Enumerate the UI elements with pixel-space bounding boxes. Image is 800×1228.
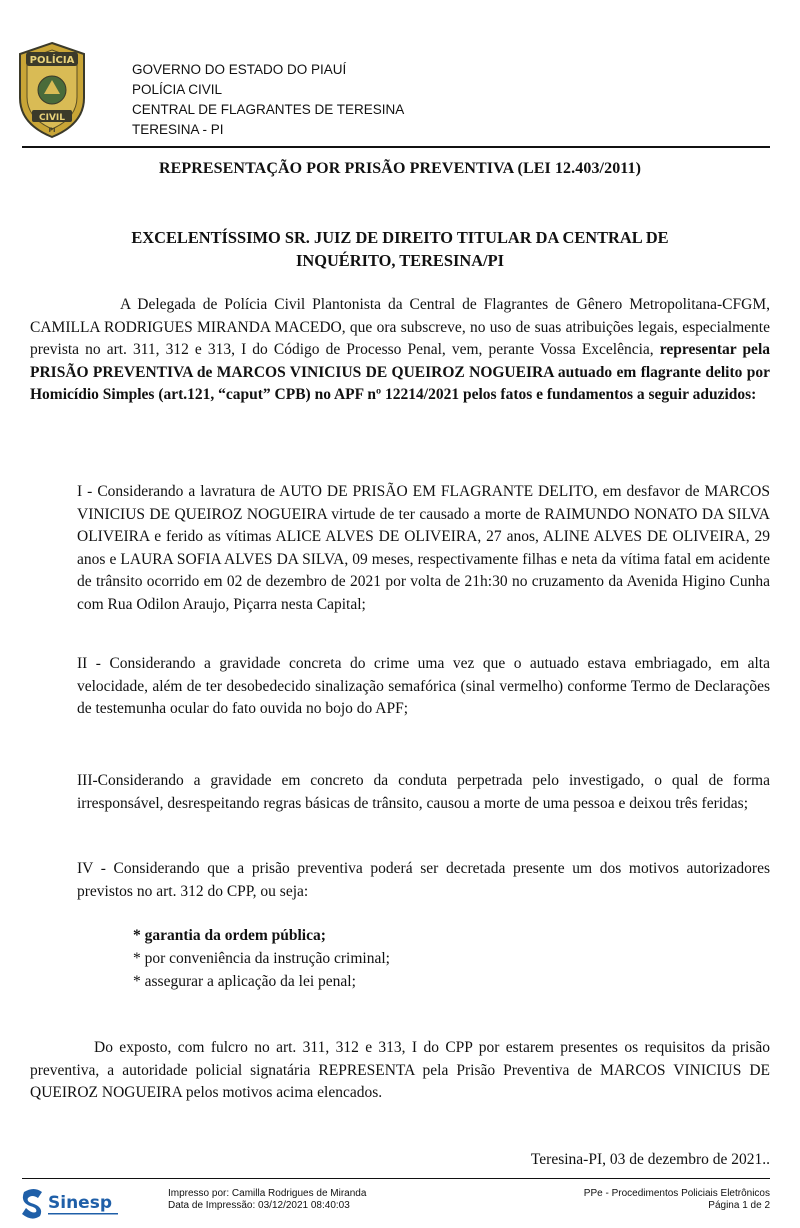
item-I-paragraph: I - Considerando a lavratura de AUTO DE PRISÃO EM FLAGRANTE DELITO, em desfavor de MARCOS VINICIUS DE QUEIROZ NOGUEIRA virtude de ter causado a morte de RAIMUNDO NONATO DA SILVA OLIVEIRA e ferido as vítimas ALICE ALVES DE OLIVEIRA, 27 anos, ALINE ALVES DE OLIVEIRA, 29 anos e LAURA SOFIA ALVES DA SILVA, 09 meses, respectivamente filhas e neta da vítima fatal em acidente de trânsito ocorrido em 02 de dezembro de 2021 por volta de 21h:30 no cruzamento da Avenida Higino Cunha com Rua Odilon Araujo, Piçarra nesta Capital; [77,483,770,613]
system-name: PPe - Procedimentos Policiais Eletrônicos [583,1188,770,1199]
org-line-city: TERESINA - PI [132,122,224,137]
item-III-paragraph: III-Considerando a gravidade em concreto da conduta perpetrada pelo investigado, o qual de forma irresponsável, desrespeitando regras básicas de trânsito, causou a morte de uma pessoa e deixou três feridas; [77,772,770,812]
org-line-central: CENTRAL DE FLAGRANTES DE TERESINA [132,102,405,117]
page-number: Página 1 de 2 [708,1200,770,1211]
date-line: Teresina-PI, 03 de dezembro de 2021.. [530,1151,770,1168]
org-line-government: GOVERNO DO ESTADO DO PIAUÍ [132,62,347,77]
header-divider [22,146,770,148]
document-title: REPRESENTAÇÃO POR PRISÃO PREVENTIVA (LEI 12.403/2011) [158,160,642,177]
conclusion-paragraph: Do exposto, com fulcro no art. 311, 312 e 313, I do CPP por estarem presentes os requisitos da prisão preventiva, a autoridade policial signatária REPRESENTA pela Prisão Preventiva de MARCOS VINICIUS DE QUEIROZ NOGUEIRA pelos motivos acima elencados. [30,1039,770,1102]
print-info [168,1188,366,1212]
org-line-police: POLÍCIA CIVIL [132,82,223,97]
sinesp-logo-text: Sinesp [48,1193,112,1213]
print-date: Data de Impressão: 03/12/2021 08:40:03 [168,1200,350,1211]
intro-bold-text: representar pela PRISÃO PREVENTIVA de MARCOS VINICIUS DE QUEIROZ NOGUEIRA autuado em flagrante delito por Homicídio Simples (art.121, “caput” CPB) no APF nº 12214/2021 pelos fatos e fundamentos a seguir aduzidos: [30,341,770,404]
badge-bottom-text: CIVIL [38,113,66,123]
badge-state-text: PI [48,127,56,134]
motives-list [133,924,390,993]
list-item: * por conveniência da instrução criminal; [133,950,390,967]
footer-divider [22,1178,770,1179]
addressee-line-2: INQUÉRITO, TERESINA/PI [296,251,504,270]
sinesp-logo [20,1186,140,1220]
organization-header [132,60,404,140]
badge-top-text: POLÍCIA [29,55,75,66]
intro-paragraph [30,294,770,407]
printed-by: Impresso por: Camilla Rodrigues de Miranda [168,1188,367,1199]
list-item: * assegurar a aplicação da lei penal; [133,973,356,990]
system-info [584,1188,770,1212]
addressee-line-1: EXCELENTÍSSIMO SR. JUIZ DE DIREITO TITULAR DA CENTRAL DE [131,228,669,247]
policia-civil-badge-logo [14,40,90,140]
intro-text: A Delegada de Polícia Civil Plantonista da Central de Flagrantes de Gênero Metropolitana-CFGM, CAMILLA RODRIGUES MIRANDA MACEDO, que ora subscreve, no uso de suas atribuições legais, especialmente prevista no art. 311, 312 e 313, I do Código de Processo Penal, vem, perante Vossa Excelência, [30,296,770,359]
list-item: * garantia da ordem pública; [133,927,326,944]
addressee [40,226,760,272]
item-II-paragraph: II - Considerando a gravidade concreta do crime uma vez que o autuado estava embriagado, em alta velocidade, além de ter desobedecido sinalização semafórica (sinal vermelho) conforme Termo de Declarações de testemunha ocular do fato ouvida no bojo do APF; [77,655,770,718]
item-IV-paragraph: IV - Considerando que a prisão preventiva poderá ser decretada presente um dos motivos autorizadores previstos no art. 312 do CPP, ou seja: [77,860,770,900]
